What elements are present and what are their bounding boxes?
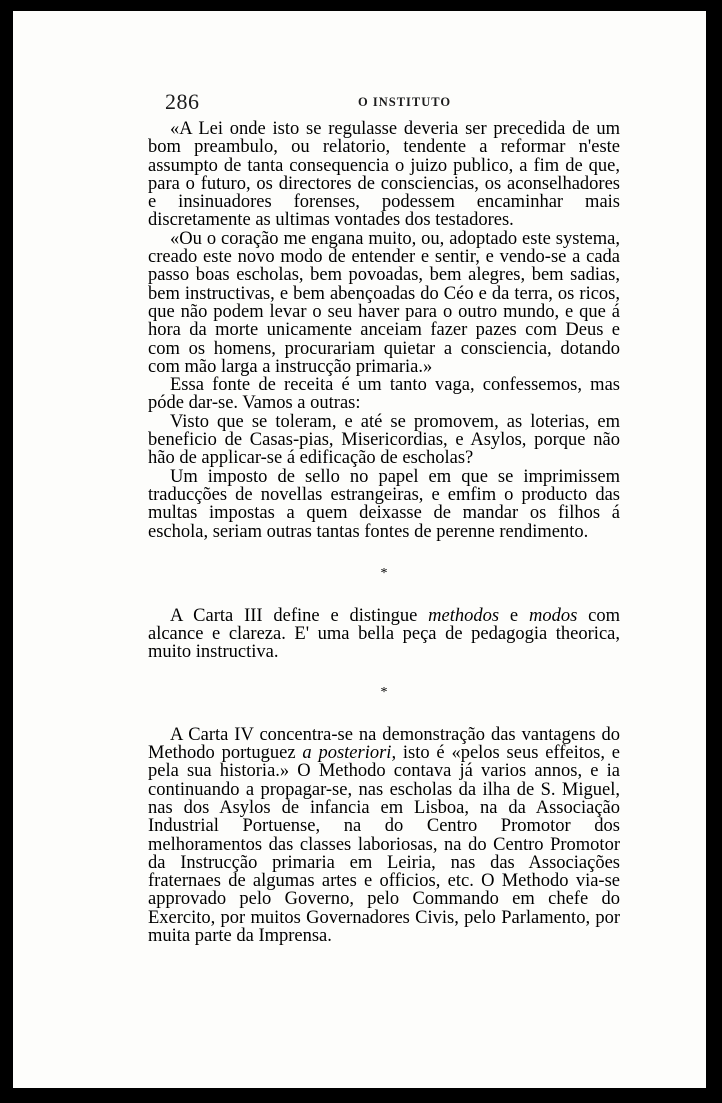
carta3-text-before: A Carta III define e distingue [170,605,429,626]
page-number: 286 [165,89,200,114]
section-separator: * [380,684,388,700]
paragraph-carta-iii [148,607,620,662]
paragraph: «Ou o coração me engana muito, ou, adoptado este systema, creado este novo modo de entender e sentir, e vendo-se a cada passo boas escholas, bem povoadas, bem alegres, bem sadias, bem instructivas, e bem abençoadas do Céo e da terra, os ricos, que não podem levar o seu haver para o outro mundo, e que á hora da morte unicamente anceiam fazer pazes com Deus e com os homens, procurariam quietar a consciencia, dotando com mão larga a instrucção primaria.» [148,228,620,377]
carta3-modos-emphasis: modos [528,605,578,626]
paragraph: «A Lei onde isto se regulasse deveria ser precedida de um bom preambulo, ou relatorio, tendente a reformar n'este assumpto de tanta consequencia o juizo publico, a fim de que, para o futuro, os directores de consciencias, os aconselhadores e insinuadores forenses, podessem encaminhar mais discretamente as ultimas vontades dos testadores. [148,119,620,231]
carta3-text-middle: e [499,605,529,626]
page-header [165,89,630,119]
paragraph: Um imposto de sello no papel em que se imprimissem traducções de novellas estrangeiras, e emfim o producto das multas impostas a quem deixasse de mandar os filhos á eschola, seriam outras tantas fontes de perenne rendimento. [148,466,620,542]
paragraph: Visto que se toleram, e até se promovem, as loterias, em beneficio de Casas-pias, Misericordias, e Asylos, porque não hão de applicar-se á edificação de escholas? [148,411,620,469]
paragraph-carta-iv [148,726,620,946]
body-text [148,120,620,945]
carta4-text-before: A Carta IV concentra-se na demonstração das vantagens do Methodo portuguez [148,724,620,764]
section-separator: * [380,565,388,581]
paragraph: Essa fonte de receita é um tanto vaga, confessemos, mas póde dar-se. Vamos a outras: [148,375,620,414]
running-title: O INSTITUTO [358,95,452,109]
carta3-text-after: com alcance e clareza. E' uma bella peça de pedagogia theorica, muito instructiva. [148,605,620,663]
carta4-text-after: isto é «pelos seus effeitos, e pela sua historia.» O Methodo contava já varios annos, e ia continuando a propagar-se, nas escholas da ilha de S. Miguel, nas dos Asylos de infancia em Lisboa, na da Associação Industrial Portuense, na do Centro Promotor dos melhoramentos das classes laboriosas, na do Centro Promotor da Instrucção primaria em Leiria, nas das Associações fraternaes de algumas artes e officios, etc. O Methodo via-se approvado pelo Governo, pelo Commando em chefe do Exercito, por muitos Governadores Civis, pelo Parlamento, por muita parte da Imprensa. [148,743,621,946]
carta4-a-posteriori-emphasis: a posteriori, [302,743,397,764]
carta3-methodos-emphasis: methodos [428,605,500,626]
